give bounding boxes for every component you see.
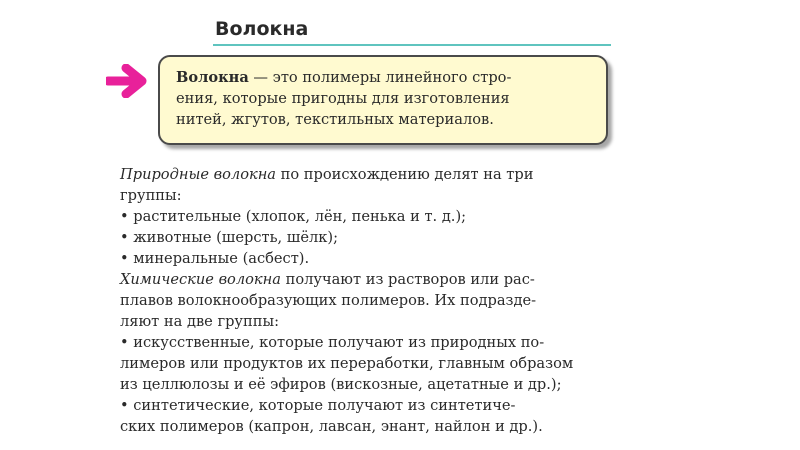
definition-line-3: нитей, жгутов, текстильных материалов. xyxy=(176,111,494,128)
page-title: Волокна xyxy=(215,18,309,40)
title-underline xyxy=(213,44,611,46)
definition-line-2: ения, которые пригодны для изготовления xyxy=(176,90,510,107)
list-item: • растительные (хлопок, лён, пенька и т. д.); xyxy=(120,208,467,225)
paragraph-chemical-line-3: ляют на две группы: xyxy=(120,313,279,330)
list-item: • синтетические, которые получают из синтетиче- xyxy=(120,397,516,414)
natural-fibers-term: Природные волокна xyxy=(120,166,277,183)
definition-term: Волокна xyxy=(176,69,249,86)
list-item: • животные (шерсть, шёлк); xyxy=(120,229,339,246)
definition-box xyxy=(158,55,608,145)
list-item: • минеральные (асбест). xyxy=(120,250,310,267)
paragraph-chemical-text: получают из растворов или рас- xyxy=(280,271,535,288)
list-item-continuation: ских полимеров (капрон, лавсан, энант, найлон и др.). xyxy=(120,418,543,435)
chemical-fibers-term: Химические волокна xyxy=(120,271,281,288)
list-item-continuation: из целлюлозы и её эфиров (вискозные, ацетатные и др.); xyxy=(120,376,562,393)
paragraph-natural-text: по происхождению делят на три xyxy=(276,166,534,183)
definition-text: — это полимеры линейного стро- xyxy=(248,69,512,86)
body-text xyxy=(120,164,612,437)
list-item-continuation: лимеров или продуктов их переработки, главным образом xyxy=(120,355,574,372)
paragraph-chemical-line-2: плавов волокнообразующих полимеров. Их подразде- xyxy=(120,292,537,309)
list-item: • искусственные, которые получают из природных по- xyxy=(120,334,545,351)
definition-line-1 xyxy=(176,67,594,88)
paragraph-natural-line-1 xyxy=(120,164,612,185)
paragraph-natural-line-2: группы: xyxy=(120,187,182,204)
right-arrow-icon xyxy=(106,64,150,98)
paragraph-chemical-line-1 xyxy=(120,269,612,290)
